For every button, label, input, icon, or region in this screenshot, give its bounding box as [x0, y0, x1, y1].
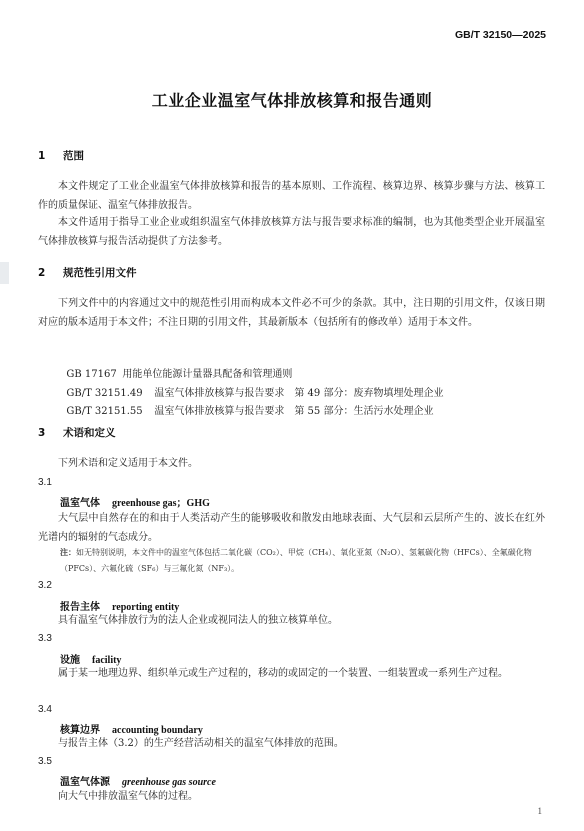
term-name — [60, 651, 121, 666]
reference-code: GB/T 32151.49 — [66, 388, 143, 399]
reference-code: GB 17167 — [66, 369, 117, 380]
term-name-en: greenhouse gas source — [122, 777, 216, 788]
normative-reference — [60, 391, 433, 417]
page-edge-marker — [0, 262, 9, 284]
section-3-heading — [38, 425, 116, 440]
term-name — [60, 494, 210, 509]
standard-code: GB/T 32150—2025 — [454, 29, 546, 41]
term-definition: 大气层中自然存在的和由于人类活动产生的能够吸收和散发由地球表面、大气层和云层所产生的、波长在红外光谱内的辐射的气态成分。 — [38, 513, 545, 543]
term-name-zh: 核算边界 — [60, 725, 100, 736]
section-number: 3 — [38, 427, 46, 439]
section-title: 术语和定义 — [63, 427, 116, 439]
term-number: 3.2 — [38, 580, 52, 591]
reference-title: 温室气体排放核算与报告要求 第 49 部分：废弃物填埋处理企业 — [154, 388, 444, 399]
section-2-heading — [38, 265, 137, 280]
section-1-heading — [38, 148, 84, 163]
term-definition: 属于某一地理边界、组织单元或生产过程的，移动的或固定的一个装置、一组装置或一系列生产过程。 — [58, 668, 508, 679]
document-title: 工业企业温室气体排放核算和报告通则 — [151, 91, 433, 110]
section-title: 规范性引用文件 — [63, 267, 137, 279]
term-name-en: reporting entity — [112, 602, 180, 613]
section-title: 范围 — [63, 150, 84, 162]
section-1-paragraph-2: 本文件适用于指导工业企业或组织温室气体排放核算方法与报告要求标准的编制，也为其他类型企业开展温室气体排放核算与报告活动提供了方法参考。 — [38, 217, 545, 247]
term-name-zh: 温室气体 — [60, 498, 100, 509]
term-definition: 具有温室气体排放行为的法人企业或视同法人的独立核算单位。 — [58, 615, 338, 626]
term-name — [60, 721, 203, 736]
reference-code: GB/T 32151.55 — [66, 406, 143, 417]
term-definition: 与报告主体（3.2）的生产经营活动相关的温室气体排放的范围。 — [58, 738, 344, 749]
section-number: 2 — [38, 267, 46, 279]
term-number: 3.1 — [38, 477, 52, 488]
section-2-paragraph-1: 下列文件中的内容通过文中的规范性引用而构成本文件必不可少的条款。其中，注日期的引用文件，仅该日期对应的版本适用于本文件；不注日期的引用文件，其最新版本（包括所有的修改单）适用于本文件。 — [38, 298, 545, 328]
term-number: 3.5 — [38, 756, 52, 767]
term-name — [60, 773, 216, 788]
term-definition: 向大气中排放温室气体的过程。 — [58, 791, 198, 802]
term-note — [60, 545, 545, 577]
term-name-zh: 设施 — [60, 655, 80, 666]
reference-title: 用能单位能源计量器具配备和管理通则 — [122, 369, 293, 380]
page-number: 1 — [537, 806, 542, 816]
reference-title: 温室气体排放核算与报告要求 第 55 部分：生活污水处理企业 — [154, 406, 434, 417]
term-number: 3.3 — [38, 633, 52, 644]
term-name — [60, 598, 179, 613]
term-name-zh: 报告主体 — [60, 602, 100, 613]
term-name-en: greenhouse gas；GHG — [112, 498, 210, 509]
term-number: 3.4 — [38, 704, 52, 715]
section-3-intro: 下列术语和定义适用于本文件。 — [58, 458, 198, 469]
section-number: 1 — [38, 150, 46, 162]
section-1-paragraph-1: 本文件规定了工业企业温室气体排放核算和报告的基本原则、工作流程、核算边界、核算步骤与方法、核算工作的质量保证、温室气体排放报告。 — [38, 181, 545, 211]
term-name-en: facility — [92, 655, 122, 666]
note-label: 注： — [60, 548, 76, 557]
note-text: 如无特别说明，本文件中的温室气体包括二氧化碳（CO₂）、甲烷（CH₄）、氧化亚氮（N₂O）、氢氟碳化物（HFCs）、全氟碳化物（PFCs）、六氟化硫（SF₆）与三氟化氮（NF₃）。 — [60, 548, 532, 573]
term-name-zh: 温室气体源 — [60, 777, 110, 788]
term-name-en: accounting boundary — [112, 725, 203, 736]
